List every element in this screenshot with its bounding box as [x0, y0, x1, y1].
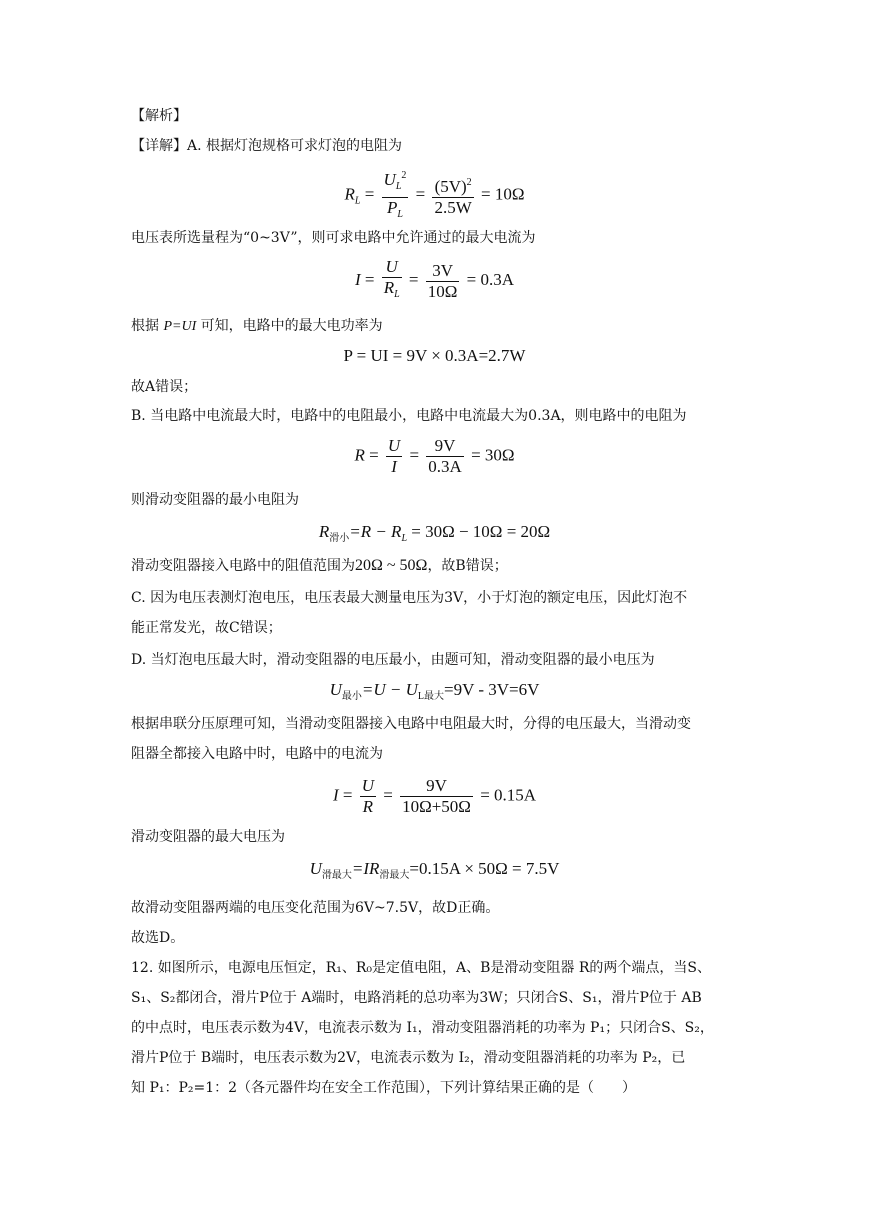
question12-line4: 滑片P位于 B端时，电压表示数为2V，电流表示数为 I₂，滑动变阻器消耗的功率为 P₂，已 [131, 1050, 686, 1066]
eq5-lhs-sub: 滑小 [329, 533, 350, 544]
eq1-result: = 10Ω [481, 184, 525, 204]
eq4-den: I [391, 457, 397, 476]
question12-line3: 的中点时，电压表示数为4V，电流表示数为 I₁，滑动变阻器消耗的功率为 P₁；只闭合S、S₂， [131, 1020, 714, 1036]
part-d-line2: 阻器全都接入电路中时，电路中的电流为 [131, 746, 383, 762]
equation-max-voltage [0, 858, 869, 887]
power-text [131, 316, 383, 337]
eq5-tail: = 30Ω − 10Ω = 20Ω [407, 522, 551, 541]
eq8-mid-sub: 滑最大 [379, 870, 410, 881]
eq6-mid: =U − U [361, 680, 418, 699]
detail-label: 【详解】 [131, 138, 187, 154]
part-d-intro: D. 当灯泡电压最大时，滑动变阻器的电压最小，由题可知，滑动变阻器的最小电压为 [131, 652, 655, 668]
final-answer: 故选D。 [131, 930, 185, 946]
eq1-den2: 2.5W [434, 198, 472, 217]
eq6-lhs-sub: 最小 [341, 691, 362, 702]
eq1-num-u: U [383, 170, 396, 189]
eq5-rhs: =R − R [349, 522, 402, 541]
eq2-den2: 10Ω [427, 281, 458, 301]
eq4-frac2 [426, 436, 464, 477]
eq1-lhs: R [344, 184, 355, 204]
eq8-mid: =IR [351, 859, 380, 878]
eq7-lhs: I [332, 785, 339, 805]
eq6-mid-sub: L最大 [417, 691, 445, 702]
eq4-den2: 0.3A [428, 457, 462, 476]
power-text-pre: 根据 [131, 318, 164, 334]
eq7-frac2 [400, 776, 473, 817]
eq1-num2-sup: 2 [466, 177, 472, 188]
part-c-line2: 能正常发光，故C错误； [131, 620, 282, 636]
eq2-frac2 [426, 261, 460, 302]
eq4-result: = 30Ω [471, 445, 515, 465]
eq1-num-u-sup: 2 [401, 170, 407, 181]
eq1-num-u-sub: L [395, 181, 402, 192]
question12-line2: S₁、S₂都闭合，滑片P位于 A端时，电路消耗的总功率为3W；只闭合S、S₁，滑片P位于 AB [131, 990, 702, 1006]
max-voltage-text: 滑动变阻器的最大电压为 [131, 829, 285, 845]
equation-min-resistance: R = $\frac{U}{I}$ = $\frac{9V}{0.3A}$ = 30Ω [354, 436, 515, 476]
part-c-line1: C. 因为电压表测灯泡电压，电压表最大测量电压为3V，小于灯泡的额定电压，因此灯泡不 [131, 590, 688, 606]
eq5-lhs: R [318, 522, 330, 541]
eq2-num2: 3V [426, 261, 460, 282]
power-formula: P=UI [163, 319, 197, 334]
equation-max-power: P = UI = 9V × 0.3A=2.7W [343, 346, 526, 365]
eq2-den: R [383, 278, 395, 297]
eq6-lhs: U [329, 680, 342, 699]
eq7-num: U [361, 776, 374, 795]
eq4-lhs: R [354, 445, 365, 465]
eq8-lhs-sub: 滑最大 [321, 870, 352, 881]
part-a-intro [131, 136, 402, 156]
eq2-den-sub: L [394, 289, 400, 300]
eq1-frac2 [432, 173, 473, 218]
eq4-num2: 9V [426, 436, 464, 457]
eq6-tail: =9V - 3V=6V [444, 680, 540, 699]
question12-line1: 12. 如图所示，电源电压恒定，R₁、R₀是定值电阻，A、B是滑动变阻器 R的两个端点，当S、 [131, 960, 711, 976]
eq7-frac1 [360, 776, 376, 817]
eq1-frac1 [382, 166, 409, 225]
power-text-post: 可知，电路中的最大电功率为 [196, 318, 383, 334]
range-post: ，故B错误； [427, 558, 508, 574]
eq1-den-p: P [386, 198, 398, 217]
part-b-intro: B. 当电路中电流最大时，电路中的电阻最小，电路中电流最大为0.3A，则电路中的电阻为 [131, 408, 687, 424]
eq4-num: U [387, 436, 401, 455]
equation-lamp-resistance: $R_L$ = $\frac{U_L^2}{P_L}$ = $\frac{(5V)^2}{2.5W}$ = 10Ω [0, 166, 869, 225]
eq7-den: R [362, 797, 374, 816]
eq7-den2: 10Ω+50Ω [402, 797, 471, 816]
equation-min-voltage [0, 679, 869, 708]
eq2-frac1 [382, 257, 402, 305]
equation-slider-min [0, 521, 869, 550]
eq1-den-p-sub: L [397, 209, 403, 220]
part-a-conclusion: 故A错误； [131, 379, 198, 395]
eq8-lhs: U [309, 859, 322, 878]
question12-line5: 知 P₁：P₂=1：2（各元器件均在安全工作范围），下列计算结果正确的是（ ） [131, 1080, 637, 1096]
resistance-range-text [131, 556, 508, 576]
range-text: 电压表所选量程为“0~3V”，则可求电路中允许通过的最大电流为 [131, 230, 536, 246]
eq5-rhs-sub: L [401, 533, 407, 544]
part-d-line1: 根据串联分压原理可知，当滑动变阻器接入电路中电阻最大时，分得的电压最大，当滑动变 [131, 716, 691, 732]
equation-current-full: I = $\frac{U}{R}$ = $\frac{9V}{10\Omega+50\Omega}$ = 0.15A [332, 776, 537, 816]
range-pre: 滑动变阻器接入电路中的阻值范围为 [131, 558, 355, 574]
eq2-result: = 0.3A [466, 269, 515, 289]
eq1-lhs-sub: L [354, 195, 361, 207]
part-a-intro-text: A. 根据灯泡规格可求灯泡的电阻为 [187, 138, 403, 154]
range-value: 20Ω ~ 50Ω [355, 557, 428, 574]
eq7-result: = 0.15A [480, 785, 537, 805]
eq7-num2: 9V [400, 776, 473, 797]
eq4-frac1 [386, 436, 402, 477]
equation-max-current: I = $\frac{U}{R_L}$ = $\frac{3V}{10\Omega}$ = 0.3A [0, 257, 869, 305]
eq8-tail: =0.15A × 50Ω = 7.5V [409, 859, 560, 878]
part-d-conclusion: 故滑动变阻器两端的电压变化范围为6V~7.5V，故D正确。 [131, 900, 500, 916]
min-resistance-text: 则滑动变阻器的最小电阻为 [131, 492, 299, 508]
eq1-num2: (5V) [434, 177, 467, 196]
section-header: 【解析】 [131, 108, 187, 124]
eq2-num: U [382, 257, 402, 278]
eq2-lhs: I [354, 269, 361, 289]
